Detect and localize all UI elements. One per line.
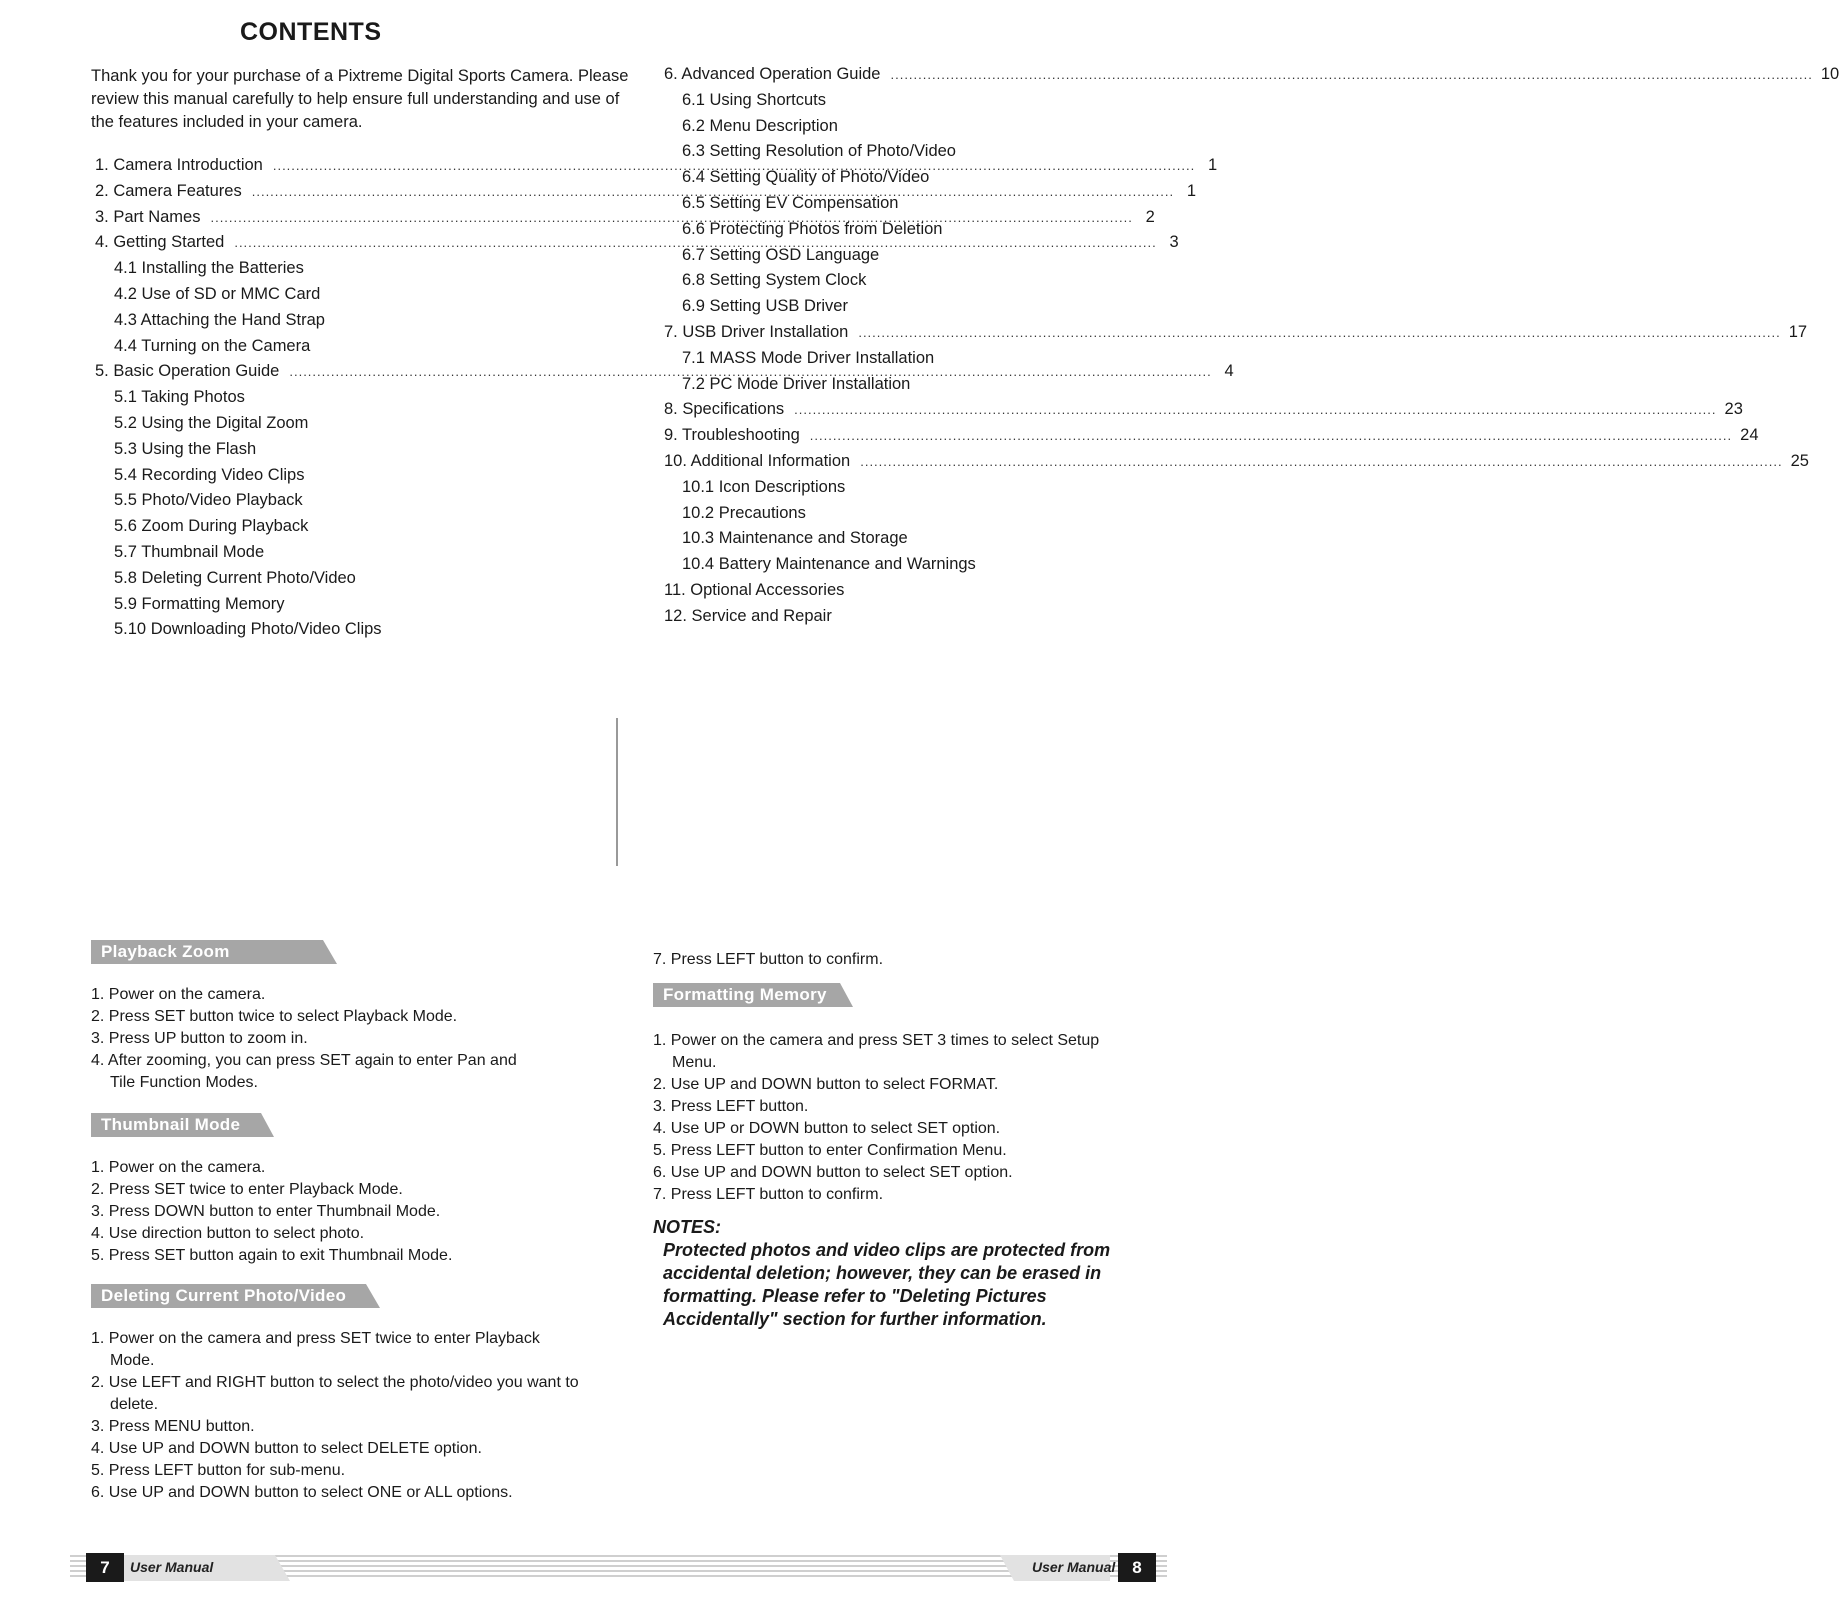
deleting-steps-continued — [653, 949, 1133, 971]
heading-text: Playback Zoom — [101, 942, 230, 961]
toc-entry[interactable] — [664, 323, 1808, 348]
toc-entry-page: 10 — [1820, 65, 1839, 83]
toc-leader-dots: ........................................................................................................................................................................................................ — [210, 209, 1133, 225]
toc-entry-label: 10. Additional Information — [664, 452, 851, 470]
toc-subentry[interactable]: 6.9 Setting USB Driver — [682, 297, 848, 316]
toc-entry-page: 24 — [1740, 426, 1759, 445]
section-heading-deleting — [91, 1284, 380, 1308]
list-item: 2. Use LEFT and RIGHT button to select the photo/video you want to delete. — [91, 1374, 579, 1413]
toc-subentry[interactable]: 6.5 Setting EV Compensation — [682, 194, 899, 212]
list-item: 1. Power on the camera. — [91, 986, 266, 1003]
toc-subentry[interactable]: 6.8 Setting System Clock — [682, 271, 867, 290]
toc-entry[interactable] — [664, 426, 1759, 451]
list-item: 3. Press LEFT button. — [653, 1098, 809, 1115]
toc-leader-dots: ........................................................................................................................................................................................................ — [890, 67, 1813, 82]
list-item: 4. Use direction button to select photo. — [91, 1225, 365, 1242]
toc-subentry[interactable]: 5.6 Zoom During Playback — [114, 517, 309, 536]
toc-entry-page: 17 — [1788, 323, 1808, 341]
toc-entry-label: 2. Camera Features — [95, 181, 242, 200]
toc-subentry[interactable]: 10.2 Precautions — [682, 503, 806, 522]
list-item: 2. Press SET button twice to select Playback Mode. — [91, 1008, 458, 1025]
list-item: 5. Press LEFT button to enter Confirmation Menu. — [653, 1142, 1007, 1159]
footer-stripe — [70, 1555, 1167, 1581]
footer-label-left: User Manual — [130, 1559, 214, 1575]
toc-entry-label: 1. Camera Introduction — [95, 156, 263, 174]
playback-zoom-steps — [91, 984, 531, 1094]
toc-subentry[interactable]: 5.5 Photo/Video Playback — [114, 491, 303, 510]
toc-entry-page: 23 — [1724, 400, 1743, 419]
toc-entry-label: 6. Advanced Operation Guide — [664, 65, 881, 83]
list-item: 2. Use UP and DOWN button to select FORMAT. — [653, 1076, 999, 1093]
heading-text: Deleting Current Photo/Video — [101, 1286, 347, 1305]
heading-text: Thumbnail Mode — [101, 1115, 241, 1134]
list-item: 6. Use UP and DOWN button to select ONE or ALL options. — [91, 1484, 513, 1501]
toc-subentry[interactable]: 4.4 Turning on the Camera — [114, 336, 311, 355]
toc-entry-label: 9. Troubleshooting — [664, 426, 800, 445]
toc-entry[interactable] — [664, 400, 1743, 425]
toc-subentry[interactable]: 5.7 Thumbnail Mode — [114, 543, 265, 561]
toc-subentry[interactable]: 5.1 Taking Photos — [114, 388, 245, 407]
toc-entry-page: 1 — [1208, 156, 1218, 174]
list-item: 7. Press LEFT button to confirm. — [653, 951, 884, 968]
toc-entry-page: 25 — [1790, 452, 1809, 470]
toc-leader-dots: ........................................................................................................................................................................................................ — [272, 158, 1196, 173]
section-heading-thumbnail-mode — [91, 1113, 274, 1137]
toc-leader-dots: ........................................................................................................................................................................................................ — [794, 402, 1717, 418]
list-item: 5. Press LEFT button for sub-menu. — [91, 1462, 346, 1479]
toc-subentry[interactable]: 6.1 Using Shortcuts — [682, 90, 826, 109]
list-item: 4. After zooming, you can press SET again to enter Pan and Tile Function Modes. — [91, 1052, 517, 1091]
toc-leader-dots: ........................................................................................................................................................................................................ — [858, 325, 1781, 340]
heading-text: Formatting Memory — [663, 985, 827, 1004]
toc-subentry[interactable]: 10.4 Battery Maintenance and Warnings — [682, 555, 976, 574]
toc-subentry[interactable]: 4.2 Use of SD or MMC Card — [114, 285, 321, 303]
toc-entry-label: 7. USB Driver Installation — [664, 323, 849, 341]
list-item: 7. Press LEFT button to confirm. — [653, 1186, 884, 1203]
deleting-steps — [91, 1328, 581, 1504]
toc-entry-label: 4. Getting Started — [95, 233, 225, 252]
list-item: 1. Power on the camera. — [91, 1159, 266, 1176]
toc-subentry[interactable]: 6.6 Protecting Photos from Deletion — [682, 219, 943, 238]
toc-subentry[interactable]: 5.10 Downloading Photo/Video Clips — [114, 620, 382, 639]
toc-subentry[interactable]: 10.1 Icon Descriptions — [682, 477, 846, 496]
toc-subentry[interactable]: 6.4 Setting Quality of Photo/Video — [682, 168, 930, 187]
toc-leader-dots: ........................................................................................................................................................................................................ — [809, 428, 1733, 444]
list-item: 2. Press SET twice to enter Playback Mode. — [91, 1181, 403, 1198]
list-item: 3. Press MENU button. — [91, 1418, 255, 1435]
toc-entry-page: 4 — [1224, 362, 1234, 381]
toc-leader-dots: ........................................................................................................................................................................................................ — [860, 454, 1783, 469]
footer-label-right: User Manual — [1032, 1559, 1116, 1575]
formatting-steps — [653, 1030, 1143, 1206]
toc-entry-page: 3 — [1169, 233, 1179, 252]
toc-entry[interactable]: 12. Service and Repair — [664, 606, 832, 625]
list-item: 3. Press UP button to zoom in. — [91, 1030, 308, 1047]
toc-subentry[interactable]: 5.8 Deleting Current Photo/Video — [114, 568, 356, 587]
footer-page-number-right: 8 — [1118, 1553, 1156, 1582]
list-item: 6. Use UP and DOWN button to select SET option. — [653, 1164, 1013, 1181]
toc-entry-label: 8. Specifications — [664, 400, 785, 419]
toc-subentry[interactable]: 10.3 Maintenance and Storage — [682, 529, 908, 548]
list-item: 1. Power on the camera and press SET 3 times to select Setup Menu. — [653, 1032, 1100, 1071]
page-divider — [616, 718, 618, 866]
list-item: 5. Press SET button again to exit Thumbnail Mode. — [91, 1247, 453, 1264]
list-item: 1. Power on the camera and press SET twice to enter Playback Mode. — [91, 1330, 540, 1369]
thumbnail-mode-steps — [91, 1157, 571, 1267]
list-item: 4. Use UP or DOWN button to select SET option. — [653, 1120, 1001, 1137]
list-item: 4. Use UP and DOWN button to select DELETE option. — [91, 1440, 482, 1457]
toc-subentry[interactable]: 4.1 Installing the Batteries — [114, 259, 304, 278]
toc-subentry[interactable]: 6.3 Setting Resolution of Photo/Video — [682, 142, 956, 161]
toc-subentry[interactable]: 5.3 Using the Flash — [114, 439, 257, 458]
toc-subentry[interactable]: 7.1 MASS Mode Driver Installation — [682, 348, 935, 367]
section-heading-formatting — [653, 983, 853, 1007]
notes-body: Protected photos and video clips are protected from accidental deletion; however, they can be erased in formatting. Please refer to "Deleting Pictures Accidentally" section for further information. — [663, 1240, 1111, 1329]
section-heading-playback-zoom — [91, 940, 337, 964]
toc-subentry[interactable]: 5.2 Using the Digital Zoom — [114, 414, 309, 432]
toc-subentry[interactable]: 7.2 PC Mode Driver Installation — [682, 374, 911, 393]
contents-title: CONTENTS — [240, 18, 382, 46]
toc-entry-page: 1 — [1186, 181, 1197, 200]
toc-subentry[interactable]: 4.3 Attaching the Hand Strap — [114, 310, 325, 329]
toc-entry[interactable]: 11. Optional Accessories — [664, 581, 845, 599]
toc-entry-label: 3. Part Names — [95, 207, 201, 226]
toc-entry-label: 5. Basic Operation Guide — [95, 362, 280, 381]
toc-subentry[interactable]: 6.7 Setting OSD Language — [682, 245, 880, 264]
toc-leader-dots: ........................................................................................................................................................................................................ — [251, 183, 1175, 199]
toc-entry[interactable] — [664, 452, 1809, 477]
toc-leader-dots: ........................................................................................................................................................................................................ — [234, 235, 1157, 251]
notes-heading: NOTES: — [653, 1217, 722, 1237]
toc-subentry[interactable]: 5.4 Recording Video Clips — [114, 465, 305, 484]
toc-subentry[interactable]: 5.9 Formatting Memory — [114, 594, 285, 613]
footer-page-number-left: 7 — [86, 1553, 124, 1582]
toc-entry[interactable] — [664, 65, 1839, 90]
list-item: 3. Press DOWN button to enter Thumbnail Mode. — [91, 1203, 441, 1220]
intro-paragraph: Thank you for your purchase of a Pixtreme Digital Sports Camera. Please review this manual carefully to help ensure full understanding and use of the features included in your camera. — [91, 67, 629, 131]
toc-entry-page: 2 — [1145, 207, 1155, 226]
toc-leader-dots: ........................................................................................................................................................................................................ — [289, 364, 1212, 380]
toc-subentry[interactable]: 6.2 Menu Description — [682, 116, 838, 135]
